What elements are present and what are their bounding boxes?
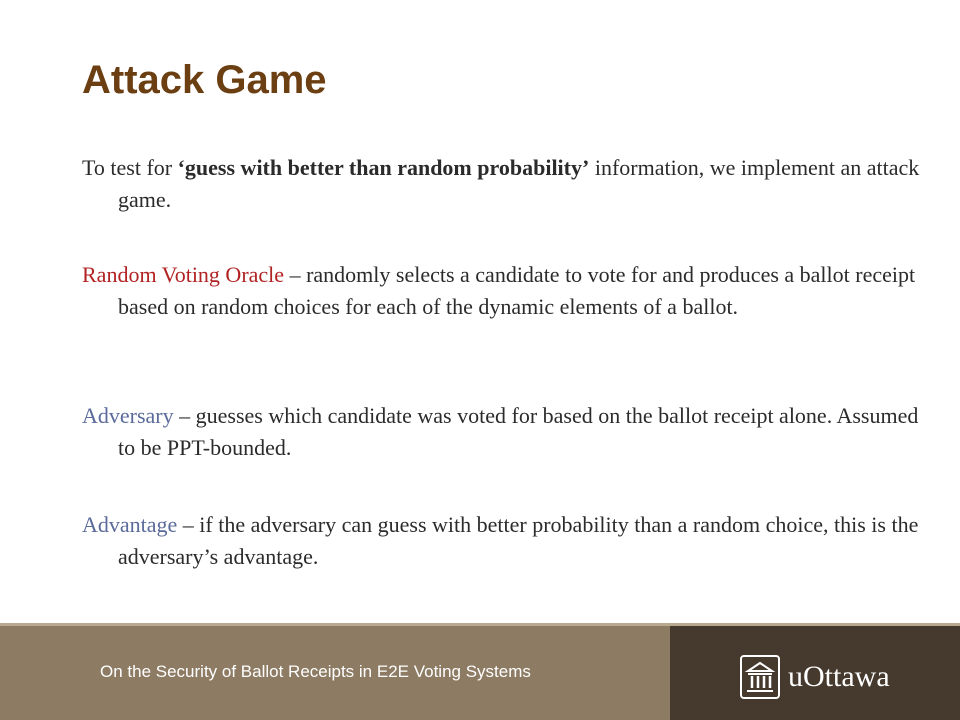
slide-title: Attack Game	[82, 58, 327, 102]
term-adversary: Adversary	[82, 403, 174, 428]
intro-text-after: information, we implement an attack game.	[118, 155, 920, 212]
definition-adversary: – guesses which candidate was voted for based on the ballot receipt alone. Assumed to be PPT-bounded.	[118, 403, 919, 460]
university-building-icon	[740, 655, 780, 699]
paragraph-intro	[82, 152, 938, 216]
term-random-voting-oracle: Random Voting Oracle	[82, 262, 285, 287]
term-advantage: Advantage	[82, 512, 178, 537]
definition-advantage: – if the adversary can guess with better probability than a random choice, this is the adversary’s advantage.	[118, 512, 919, 569]
definition-random-voting-oracle: – randomly selects a candidate to vote for and produces a ballot receipt based on random choices for each of the dynamic elements of a ballot.	[118, 262, 916, 319]
logo-text: uOttawa	[788, 660, 890, 693]
uottawa-logo	[740, 655, 890, 699]
paragraph-random-voting-oracle	[82, 259, 938, 323]
footer-caption: On the Security of Ballot Receipts in E2E Voting Systems	[100, 662, 531, 681]
intro-bold-phrase: ‘guess with better than random probability’	[177, 155, 590, 180]
intro-text-before: To test for	[82, 155, 178, 180]
paragraph-adversary	[82, 400, 938, 464]
paragraph-advantage	[82, 509, 938, 573]
